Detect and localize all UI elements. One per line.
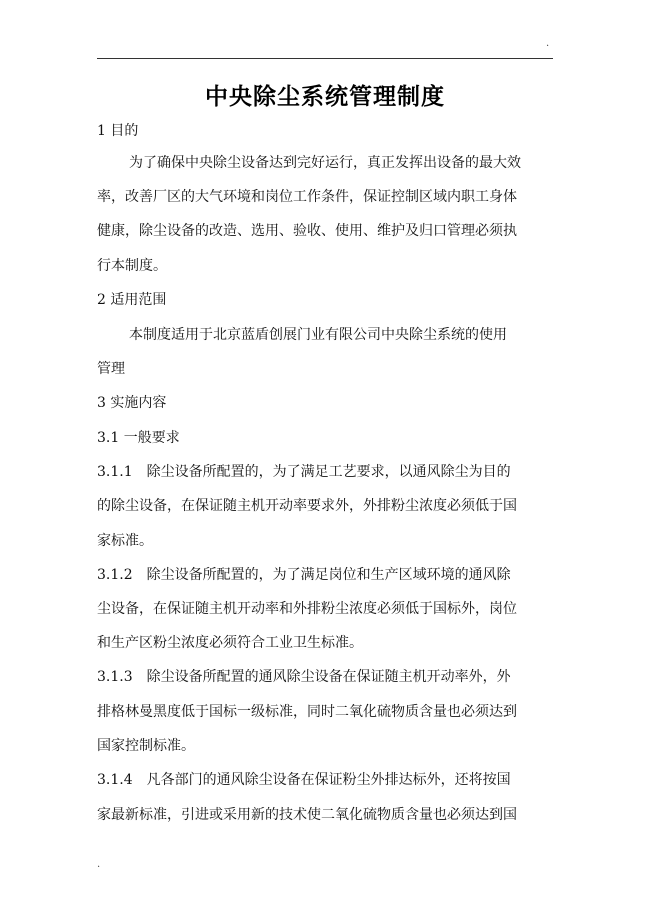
paragraph-line: 为了确保中央除尘设备达到完好运行，真正发挥出设备的最大效	[129, 155, 521, 171]
clause-line: 国家控制标准。	[97, 738, 195, 754]
paragraph-line: 健康，除尘设备的改造、选用、验收、使用、维护及归口管理必须执	[97, 223, 517, 239]
paragraph-line: 本制度适用于北京蓝盾创展门业有限公司中央除尘系统的使用	[129, 327, 507, 343]
clause-line: 家最新标准，引进或采用新的技术使二氧化硫物质含量也必须达到国	[97, 807, 517, 823]
clause-line: 的除尘设备，在保证随主机开动率要求外，外排粉尘浓度必须低于国	[97, 498, 517, 514]
document-title: 中央除尘系统管理制度	[205, 84, 445, 110]
paragraph-line: 行本制度。	[97, 258, 167, 274]
clause-line: 排格林曼黑度低于国标一级标准，同时二氧化硫物质含量也必须达到	[97, 704, 517, 720]
clause-line: 3.1.4 凡各部门的通风除尘设备在保证粉尘外排达标外，还将按国	[97, 772, 511, 788]
section-heading-implementation: 3 实施内容	[97, 395, 167, 411]
paragraph-line: 管理	[97, 361, 125, 377]
header-mark: .	[546, 38, 550, 49]
clause-line: 尘设备，在保证随主机开动率和外排粉尘浓度必须低于国标外，岗位	[97, 601, 517, 617]
clause-line: 家标准。	[97, 533, 153, 549]
section-heading-scope: 2 适用范围	[97, 292, 167, 308]
clause-line: 3.1.3 除尘设备所配置的通风除尘设备在保证随主机开动率外，外	[97, 669, 511, 685]
header-rule	[97, 58, 553, 59]
clause-line: 3.1.2 除尘设备所配置的，为了满足岗位和生产区域环境的通风除	[97, 567, 511, 583]
clause-line: 和生产区粉尘浓度必须符合工业卫生标准。	[97, 635, 363, 651]
section-heading-purpose: 1 目的	[97, 123, 139, 139]
subsection-heading: 3.1 一般要求	[97, 430, 180, 446]
paragraph-line: 率，改善厂区的大气环境和岗位工作条件，保证控制区域内职工身体	[97, 189, 517, 205]
footer-mark: .	[97, 859, 101, 870]
clause-line: 3.1.1 除尘设备所配置的，为了满足工艺要求，以通风除尘为目的	[97, 464, 511, 480]
